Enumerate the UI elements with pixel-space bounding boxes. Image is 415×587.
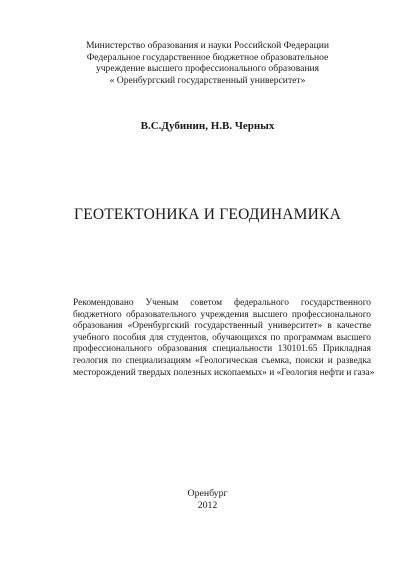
- institution-header: [0, 40, 415, 86]
- recommendation-line: геология по специализациям «Геологическая съемка, поиски и разведка: [73, 355, 371, 366]
- book-title: ГЕОТЕКТОНИКА И ГЕОДИНАМИКА: [74, 206, 341, 223]
- authors: В.С.Дубинин, Н.В. Черных: [140, 120, 275, 132]
- header-line-federal: Федеральное государственное бюджетное образовательное: [86, 51, 329, 63]
- header-line-institution: учреждение высшего профессионального образования: [95, 63, 320, 75]
- imprint: [0, 488, 415, 512]
- recommendation-line: образования «Оренбургский государственный университет» в качестве: [73, 321, 371, 332]
- recommendation-line: месторождений твердых полезных ископаемых» и «Геология нефти и газа»: [73, 367, 375, 378]
- imprint-year: 2012: [197, 500, 218, 511]
- recommendation-line: Рекомендовано Ученым советом федерального государственного: [73, 298, 371, 308]
- recommendation-line: бюджетного образовательного учреждения высшего профессионального: [73, 309, 371, 320]
- recommendation-paragraph: [73, 298, 375, 379]
- imprint-city: Оренбург: [187, 488, 228, 499]
- header-line-ministry: Министерство образования и науки Российской Федерации: [86, 40, 329, 51]
- recommendation-line: профессионального образования специальности 130101.65 Прикладная: [73, 344, 371, 355]
- header-line-university: « Оренбургский государственный университет»: [109, 74, 306, 86]
- recommendation-line: учебного пособия для студентов, обучающихся по программам высшего: [73, 332, 371, 343]
